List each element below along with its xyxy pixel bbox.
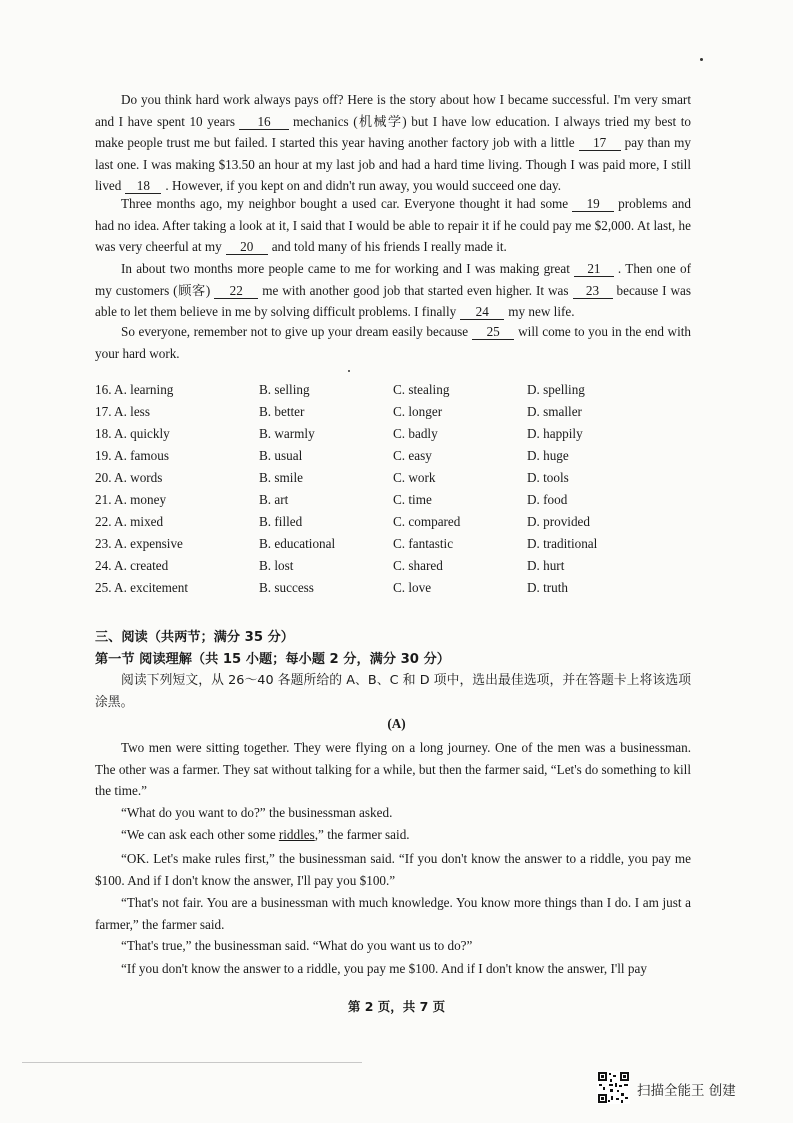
option-d: D. provided: [527, 514, 590, 529]
option-c: C. shared: [393, 558, 443, 573]
instructions: 阅读下列短文，从 26～40 各题所给的 A、B、C 和 D 项中，选出最佳选项，并在答题卡上将该选项涂黑。: [95, 673, 691, 710]
option-row: [95, 536, 695, 558]
passage-paragraph-1: Do you think hard work always pays off? Here is the story about how I became successful. I'm very smart and I have spent 10 years 16 mechanics (机械学) but I have low education. I always tried my best to make people trust me but failed. I started this year having another factory job with a little 17 pay than my last one. I was making $13.50 an hour at my last job and had a hard time living. Though I was paid more, I still lived 18 . However, if you kept on and didn't run away, you would succeed one day.: [95, 92, 691, 193]
blank-21: 21: [574, 261, 614, 277]
reading-paragraph-4: “OK. Let's make rules first,” the businessman said. “If you don't know the answer to a riddle, you pay me $100. And if I don't know the answer, I'll pay you $100.”: [95, 851, 691, 888]
option-row: [95, 492, 695, 514]
option-d: D. happily: [527, 426, 583, 441]
reading-paragraph-6: “That's true,” the businessman said. “What do you want us to do?”: [121, 938, 473, 953]
blank-25: 25: [472, 324, 514, 340]
option-a: 16. A. learning: [95, 382, 174, 397]
option-d: D. tools: [527, 470, 569, 485]
option-row: [95, 382, 695, 404]
option-d: D. hurt: [527, 558, 565, 573]
option-c: C. easy: [393, 448, 432, 463]
speck: [348, 370, 350, 372]
option-a: 18. A. quickly: [95, 426, 170, 441]
option-d: D. huge: [527, 448, 569, 463]
blank-19: 19: [572, 196, 614, 212]
option-b: B. better: [259, 404, 305, 419]
option-c: C. badly: [393, 426, 438, 441]
blank-23: 23: [573, 283, 613, 299]
option-a: 25. A. excitement: [95, 580, 189, 595]
option-c: C. longer: [393, 404, 443, 419]
reading-paragraph-3: “We can ask each other some riddles,” the farmer said.: [121, 827, 410, 842]
option-d: D. traditional: [527, 536, 598, 551]
blank-17: 17: [579, 135, 621, 151]
option-row: [95, 404, 695, 426]
option-d: D. food: [527, 492, 568, 507]
option-row: [95, 448, 695, 470]
underlined-word: riddles: [278, 827, 315, 842]
option-row: [95, 514, 695, 536]
section-title: 三、阅读（共两节；满分 35 分）: [95, 630, 294, 645]
option-c: C. stealing: [393, 382, 450, 397]
option-d: D. truth: [527, 580, 569, 595]
option-d: D. spelling: [527, 382, 585, 397]
option-a: 24. A. created: [95, 558, 169, 573]
blank-24: 24: [460, 304, 504, 320]
option-a: 22. A. mixed: [95, 514, 164, 529]
reading-paragraph-5: “That's not fair. You are a businessman with much knowledge. You know more things than I do. I am just a farmer,” the farmer said.: [95, 895, 691, 932]
option-c: C. work: [393, 470, 436, 485]
reading-paragraph-1: Two men were sitting together. They were flying on a long journey. One of the men was a businessman. The other was a farmer. They sat without talking for a while, but then the farmer said, “Let's do something to kill the time.”: [95, 740, 691, 798]
blank-22: 22: [214, 283, 258, 299]
option-b: B. usual: [259, 448, 303, 463]
option-c: C. fantastic: [393, 536, 454, 551]
option-c: C. love: [393, 580, 432, 595]
option-b: B. smile: [259, 470, 303, 485]
option-a: 19. A. famous: [95, 448, 169, 463]
passage-label: (A): [387, 716, 406, 731]
passage-paragraph-2: Three months ago, my neighbor bought a used car. Everyone thought it had some 19 problems and had no idea. After taking a look at it, I said that I would be able to repair it if he could pay me $2,000. At last, he was very cheerful at my 20 and told many of his friends I really made it.: [95, 196, 691, 254]
option-row: [95, 470, 695, 492]
option-b: B. educational: [259, 536, 336, 551]
option-a: 21. A. money: [95, 492, 167, 507]
option-b: B. success: [259, 580, 314, 595]
blank-16: 16: [239, 114, 289, 130]
page-number: 第 2 页，共 7 页: [347, 999, 446, 1014]
option-d: D. smaller: [527, 404, 582, 419]
passage-paragraph-4: So everyone, remember not to give up your dream easily because 25 will come to you in the end with your hard work.: [95, 324, 691, 361]
watermark-text: 扫描全能王 创建: [637, 1083, 736, 1099]
option-c: C. compared: [393, 514, 461, 529]
option-row: [95, 426, 695, 448]
option-row: [95, 558, 695, 580]
reading-paragraph-7: “If you don't know the answer to a riddle, you pay me $100. And if I don't know the answer, I'll pay: [121, 961, 647, 976]
scan-artifact-line: [22, 1062, 362, 1063]
part-title: 第一节 阅读理解（共 15 小题；每小题 2 分，满分 30 分）: [95, 652, 450, 667]
qr-code-icon: [597, 1071, 630, 1104]
option-a: 23. A. expensive: [95, 536, 183, 551]
speck: [700, 58, 703, 61]
option-a: 17. A. less: [95, 404, 150, 419]
option-row: [95, 580, 695, 602]
option-b: B. lost: [259, 558, 294, 573]
reading-paragraph-2: “What do you want to do?” the businessman asked.: [121, 805, 393, 820]
option-b: B. art: [259, 492, 289, 507]
blank-18: 18: [125, 178, 161, 194]
option-b: B. selling: [259, 382, 310, 397]
option-a: 20. A. words: [95, 470, 163, 485]
option-c: C. time: [393, 492, 432, 507]
passage-paragraph-3: In about two months more people came to me for working and I was making great 21 . Then one of my customers (顾客) 22 me with another good job that started even higher. It was 23 because I was able to let them believe in me by solving difficult problems. I finally 24 my new life.: [95, 261, 691, 319]
blank-20: 20: [226, 239, 268, 255]
option-b: B. filled: [259, 514, 303, 529]
option-b: B. warmly: [259, 426, 315, 441]
